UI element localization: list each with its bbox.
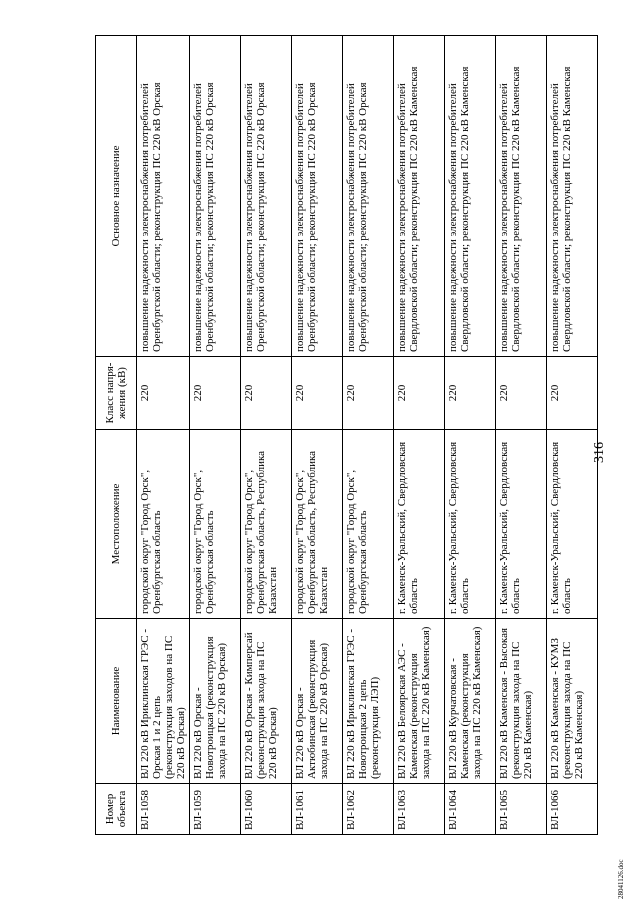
cell-name: ВЛ 220 кВ Каменская - КУМЗ (реконструкция захода на ПС 220 кВ Каменская) [547, 619, 598, 784]
table-row [292, 36, 343, 835]
cell-purpose: повышение надежности электроснабжения потребителей Оренбургской области; реконструкция ПС 220 кВ Орская [190, 36, 241, 357]
cell-location: городской округ "Город Орск", Оренбургская область, Республика Казахстан [292, 430, 343, 619]
cell-name: ВЛ 220 кВ Ириклинская ГРЭС - Новотроицкая 2 цепь (реконструкция ЛЭП) [343, 619, 394, 784]
cell-number: ВЛ-1060 [241, 784, 292, 835]
cell-number: ВЛ-1058 [137, 784, 190, 835]
cell-location: г. Каменск-Уральский, Свердловская область [445, 430, 496, 619]
cell-purpose: повышение надежности электроснабжения потребителей Свердловской области; реконструкция ПС 220 кВ Каменская [445, 36, 496, 357]
cell-purpose: повышение надежности электроснабжения потребителей Оренбургской области; реконструкция ПС 220 кВ Орская [292, 36, 343, 357]
cell-number: ВЛ-1064 [445, 784, 496, 835]
cell-purpose: повышение надежности электроснабжения потребителей Свердловской области; реконструкция ПС 220 кВ Каменская [394, 36, 445, 357]
cell-voltage: 220 [496, 357, 547, 430]
cell-voltage: 220 [241, 357, 292, 430]
table-row [547, 36, 598, 835]
cell-number: ВЛ-1063 [394, 784, 445, 835]
table-row [137, 36, 190, 835]
cell-number: ВЛ-1059 [190, 784, 241, 835]
cell-voltage: 220 [137, 357, 190, 430]
cell-name: ВЛ 220 кВ Ириклинская ГРЭС - Орская 1 и 2 цепь (реконструкция заходов на ПС 220 кВ Орская) [137, 619, 190, 784]
cell-name: ВЛ 220 кВ Белоярская АЭС - Каменская (реконструкция захода на ПС 220 кВ Каменская) [394, 619, 445, 784]
cell-purpose: повышение надежности электроснабжения потребителей Оренбургской области; реконструкция ПС 220 кВ Орская [241, 36, 292, 357]
header-location: Местоположение [96, 430, 137, 619]
cell-name: ВЛ 220 кВ Орская - Новотроицкая (реконструкция захода на ПС 220 кВ Орская) [190, 619, 241, 784]
document-code: 28041126.doc [617, 859, 625, 899]
cell-location: г. Каменск-Уральский, Свердловская область [547, 430, 598, 619]
cell-location: г. Каменск-Уральский, Свердловская область [394, 430, 445, 619]
cell-name: ВЛ 220 кВ Орская - Кимперсай (реконструкция захода на ПС 220 кВ Орская) [241, 619, 292, 784]
cell-number: ВЛ-1065 [496, 784, 547, 835]
cell-purpose: повышение надежности электроснабжения потребителей Оренбургской области; реконструкция ПС 220 кВ Орская [343, 36, 394, 357]
cell-name: ВЛ 220 кВ Орская - Актюбинская (реконструкция захода на ПС 220 кВ Орская) [292, 619, 343, 784]
table-row [496, 36, 547, 835]
table-row [241, 36, 292, 835]
cell-number: ВЛ-1066 [547, 784, 598, 835]
cell-location: г. Каменск-Уральский, Свердловская область [496, 430, 547, 619]
cell-number: ВЛ-1062 [343, 784, 394, 835]
page-number: 316 [592, 442, 607, 463]
cell-voltage: 220 [343, 357, 394, 430]
cell-name: ВЛ 220 кВ Каменская - Высокая (реконструкция захода на ПС 220 кВ Каменская) [496, 619, 547, 784]
table-header-row [96, 36, 137, 835]
header-number: Номер объекта [96, 784, 137, 835]
cell-purpose: повышение надежности электроснабжения потребителей Оренбургской области; реконструкция ПС 220 кВ Орская [137, 36, 190, 357]
table-row [445, 36, 496, 835]
cell-purpose: повышение надежности электроснабжения потребителей Свердловской области; реконструкция ПС 220 кВ Каменская [496, 36, 547, 357]
header-purpose: Основное назначение [96, 36, 137, 357]
cell-location: городской округ "Город Орск", Оренбургская область [343, 430, 394, 619]
cell-voltage: 220 [292, 357, 343, 430]
table-row [394, 36, 445, 835]
cell-voltage: 220 [190, 357, 241, 430]
header-voltage: Класс напря-жения (кВ) [96, 357, 137, 430]
cell-location: городской округ "Город Орск", Оренбургская область [190, 430, 241, 619]
cell-name: ВЛ 220 кВ Курчатовская - Каменская (реконструкция захода на ПС 220 кВ Каменская) [445, 619, 496, 784]
table-body [137, 36, 598, 835]
table-row [343, 36, 394, 835]
cell-location: городской округ "Город Орск", Оренбургская область, Республика Казахстан [241, 430, 292, 619]
cell-voltage: 220 [547, 357, 598, 430]
cell-location: городской округ "Город Орск", Оренбургская область [137, 430, 190, 619]
cell-purpose: повышение надежности электроснабжения потребителей Свердловской области; реконструкция ПС 220 кВ Каменская [547, 36, 598, 357]
objects-table [95, 35, 598, 835]
table-row [190, 36, 241, 835]
cell-voltage: 220 [445, 357, 496, 430]
cell-voltage: 220 [394, 357, 445, 430]
header-name: Наименование [96, 619, 137, 784]
cell-number: ВЛ-1061 [292, 784, 343, 835]
